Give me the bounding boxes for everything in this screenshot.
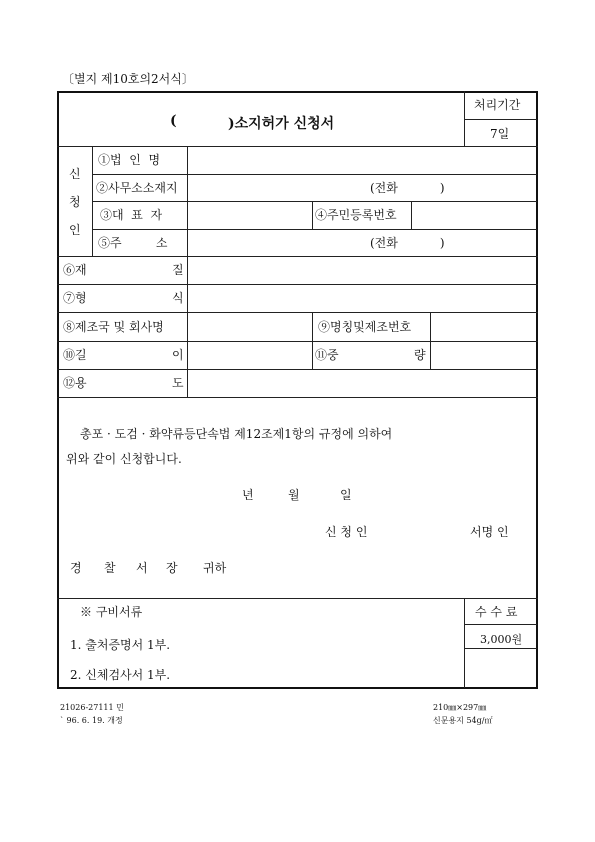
addressee-2: 찰 [104,561,116,575]
addressee-4: 장 [166,561,178,575]
applicant-name-field[interactable] [385,520,465,542]
applicant-label-3: 인 [69,223,81,237]
addressee-5: 귀하 [203,561,227,575]
model-serial-field[interactable] [432,314,535,340]
required-docs-header: ※ 구비서류 [80,605,143,619]
applicant-label-2: 청 [69,195,81,209]
processing-period-label: 처리기간 [474,98,521,112]
usage-label-b: 도 [172,376,184,390]
material-field[interactable] [189,258,535,283]
date-field[interactable] [190,484,370,506]
type-field[interactable] [189,286,535,311]
date-month-label: 월 [288,488,300,502]
weight-label-b: 량 [414,348,426,362]
usage-field[interactable] [189,371,535,396]
length-label-b: 이 [172,348,184,362]
material-label-b: 질 [172,263,184,277]
office-phone-label: (전화 ) [370,181,445,195]
office-address-label: ②사무소소재지 [96,181,178,195]
required-doc-2: 2. 신체검사서 1부. [70,668,171,682]
signature-seal-label: 서명 인 [470,525,509,539]
date-year-label: 년 [242,488,254,502]
model-serial-label: ⑨명칭및제조번호 [318,320,412,334]
weight-field[interactable] [432,343,535,368]
date-day-label: 일 [340,488,352,502]
resident-number-label: ④주민등록번호 [315,208,397,222]
resident-number-field[interactable] [413,203,535,228]
office-address-field[interactable] [189,176,535,200]
form-label: 〔별지 제10호의2서식〕 [62,72,194,86]
representative-field[interactable] [189,203,311,228]
address-field[interactable] [189,231,535,255]
title-open-paren: ( [170,113,177,129]
statement-line-1: 총포 · 도검 · 화약류등단속법 제12조제1항의 규정에 의하여 [80,427,393,441]
fee-amount: 3,000원 [480,633,523,646]
applicant-signer-label: 신 청 인 [325,525,368,539]
form-code: 21026-27111 민 [60,703,124,712]
applicant-label-1: 신 [69,167,81,181]
addressee-3: 서 [136,561,148,575]
required-doc-1: 1. 출처증명서 1부. [70,638,171,652]
address-label: ⑤주 소 [98,236,168,250]
usage-label-a: ⑫용 [63,376,87,390]
weight-label-a: ⑪중 [315,348,339,362]
addressee-1: 경 [70,561,82,575]
fee-label: 수 수 료 [475,605,518,619]
corp-name-label: ①법 인 명 [98,153,161,167]
type-label-b: 식 [172,291,184,305]
type-label-a: ⑦형 [63,291,87,305]
paper-spec: 신문용지 54g/㎡ [433,716,493,725]
length-field[interactable] [189,343,311,368]
page-title: )소지허가 신청서 [228,116,335,132]
manufacturer-label: ⑧제조국 및 회사명 [63,320,164,334]
revision-date: ` 96. 6. 19. 개정 [60,716,123,725]
length-label-a: ⑩길 [63,348,87,362]
paper-size: 210㎜×297㎜ [433,703,487,712]
title-blank-field[interactable] [180,108,226,130]
representative-label: ③대 표 자 [100,208,163,222]
material-label-a: ⑥재 [63,263,87,277]
corp-name-field[interactable] [189,148,535,173]
statement-line-2: 위와 같이 신청합니다. [66,452,182,466]
manufacturer-field[interactable] [189,314,311,340]
address-phone-label: (전화 ) [370,236,445,250]
processing-period-value: 7일 [490,127,510,141]
